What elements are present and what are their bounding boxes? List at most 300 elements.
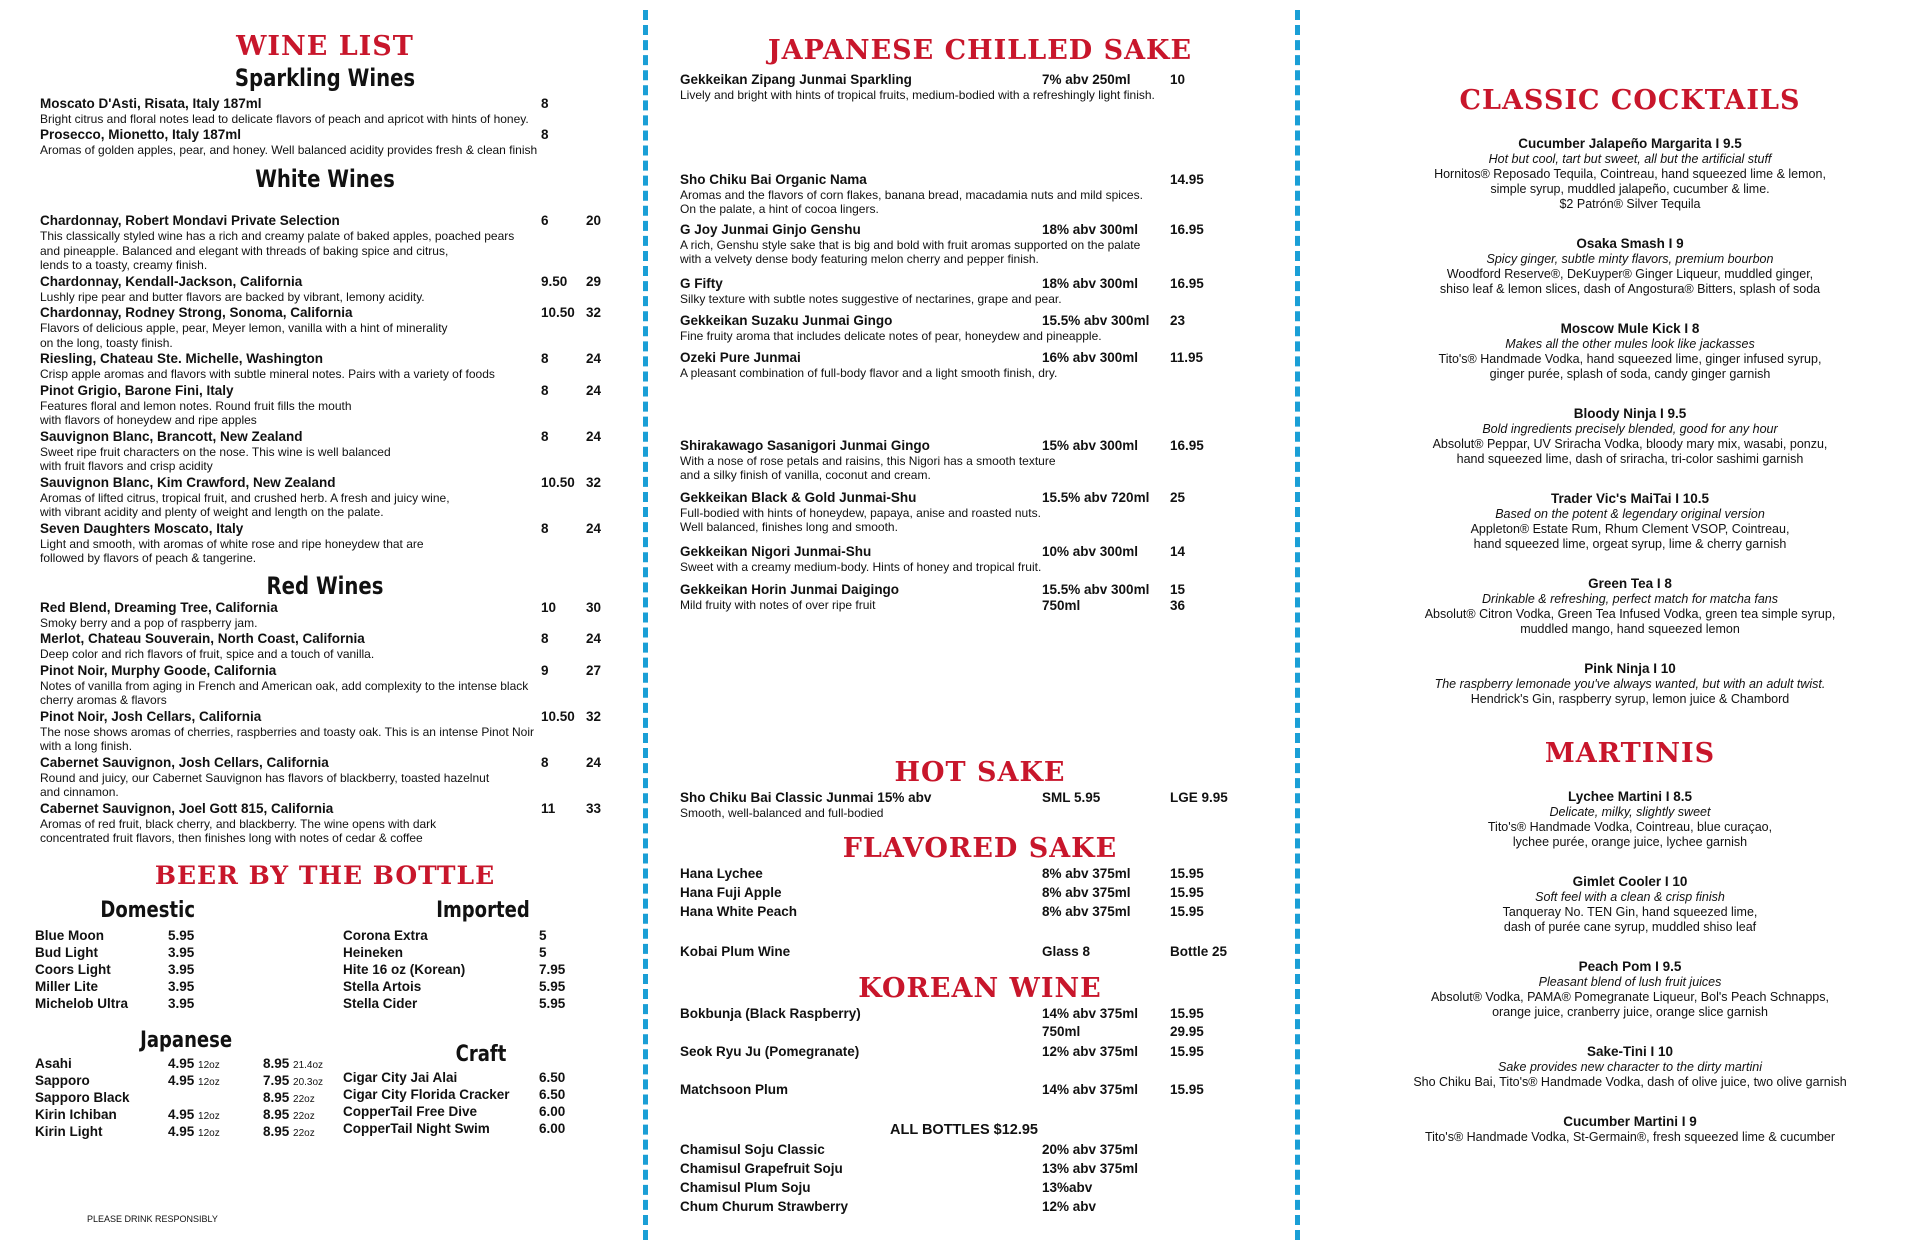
cocktail-ingredients: Tito's® Handmade Vodka, Cointreau, blue curaçao, [1487, 820, 1773, 834]
cocktail-list [1370, 136, 1890, 707]
classic-cocktails-title: CLASSIC COCKTAILS [1459, 85, 1801, 116]
soju-name: Chamisul Soju Classic [680, 1142, 825, 1157]
soju-name: Chamisul Grapefruit Soju [680, 1161, 843, 1176]
beer-name: Stella Cider [343, 995, 418, 1011]
wine-description: Lushly ripe pear and butter flavors are backed by vibrant, lemony acidity. [40, 289, 425, 304]
sake-price: 10 [1170, 72, 1186, 87]
wine-description: with flavors of honeydew and ripe apples [40, 413, 257, 427]
sake-description: with a velvety dense body featuring melon cherry and pepper finish. [680, 252, 1039, 266]
cocktail-ingredients: Tito's® Handmade Vodka, hand squeezed lime, ginger infused syrup, [1438, 352, 1822, 366]
sake-abv: 15.5% abv 720ml [1042, 490, 1150, 505]
korean-wine-title: KOREAN WINE [858, 973, 1102, 1004]
red-wines-heading: Red Wines [266, 571, 384, 600]
imported-beer-list [343, 928, 603, 1013]
wine-name: Pinot Noir, Josh Cellars, California [40, 708, 262, 724]
wine-glass-price: 8 [541, 382, 549, 398]
flavored-sake-name: Hana White Peach [680, 904, 798, 919]
sake-price-large: 36 [1170, 598, 1186, 613]
korean-wine-abv-large: 750ml [1042, 1024, 1081, 1039]
beer-price-small: 4.95 12oz [168, 1106, 220, 1122]
wine-bottle-price: 32 [586, 708, 602, 724]
beer-item [35, 1124, 355, 1141]
wine-description: and cinnamon. [40, 785, 119, 799]
korean-wine-name: Matchsoon Plum [680, 1082, 789, 1097]
korean-wine-price: 15.95 [1170, 1006, 1204, 1021]
soju-list [680, 1142, 1280, 1218]
wine-name: Pinot Grigio, Barone Fini, Italy [40, 382, 234, 398]
sake-abv: 15% abv 300ml [1042, 438, 1139, 453]
cocktail-ingredients: $2 Patrón® Silver Tequila [1559, 197, 1701, 211]
beer-name: Coors Light [35, 961, 111, 977]
japanese-beer-heading: Japanese [140, 1027, 233, 1053]
wine-description: with vibrant acidity and plenty of weight and length on the palate. [40, 505, 384, 519]
wine-item [40, 96, 610, 127]
korean-wine-abv: 14% abv 375ml [1042, 1006, 1139, 1021]
sake-name: Gekkeikan Nigori Junmai-Shu [680, 544, 872, 559]
imported-heading: Imported [436, 897, 530, 923]
wine-description: on the long, toasty finish. [40, 335, 173, 350]
sparkling-wine-list [40, 96, 610, 157]
beer-item [35, 1056, 355, 1073]
cocktail-tagline: Bold ingredients precisely blended, good for any hour [1482, 422, 1778, 436]
beer-size-large: 22oz [293, 1093, 315, 1105]
korean-wine-item [680, 1082, 1280, 1102]
beer-size-large: 22oz [293, 1110, 315, 1122]
sake-description: With a nose of rose petals and raisins, this Nigori has a smooth texture [680, 454, 1056, 468]
domestic-beer-list [35, 928, 295, 1013]
sake-name: Gekkeikan Zipang Junmai Sparkling [680, 72, 912, 87]
beer-size-small: 12oz [198, 1059, 220, 1071]
sake-item [680, 172, 1280, 216]
wine-description: lends to a toasty, creamy finish. [40, 258, 208, 272]
wine-name: Sauvignon Blanc, Brancott, New Zealand [40, 428, 303, 444]
wine-list-title: WINE LIST [236, 31, 414, 62]
beer-item [35, 962, 295, 979]
sake-price: 16.95 [1170, 438, 1204, 453]
beer-price-large: 8.95 22oz [263, 1123, 315, 1139]
beer-name: Blue Moon [35, 927, 104, 943]
sake-abv: 18% abv 300ml [1042, 276, 1139, 291]
wine-description: with fruit flavors and crisp acidity [40, 459, 213, 473]
beer-item [35, 1107, 355, 1124]
beer-price: 5.95 [539, 995, 566, 1011]
beer-name: Sapporo Black [35, 1089, 130, 1105]
cocktail-ingredients: Absolut® Peppar, UV Sriracha Vodka, bloody mary mix, wasabi, ponzu, [1432, 437, 1828, 451]
cocktail-ingredients: Hornitos® Reposado Tequila, Cointreau, hand squeezed lime & lemon, [1434, 167, 1826, 181]
wine-description: Crisp apple aromas and flavors with subtle mineral notes. Pairs with a variety of foods [40, 367, 495, 381]
sake-abv: 10% abv 300ml [1042, 544, 1139, 559]
wine-name: Chardonnay, Kendall-Jackson, California [40, 273, 303, 289]
wine-name: Seven Daughters Moscato, Italy [40, 520, 244, 536]
beer-name: Bud Light [35, 944, 98, 960]
cocktail-ingredients: ginger purée, splash of soda, candy ginger garnish [1489, 367, 1771, 381]
beer-size-small: 12oz [198, 1076, 220, 1088]
cocktail-name: Moscow Mule Kick I 8 [1560, 321, 1700, 336]
beer-name: Heineken [343, 944, 404, 960]
korean-wine-name: Seok Ryu Ju (Pomegranate) [680, 1044, 860, 1059]
wine-description: Smoky berry and a pop of raspberry jam. [40, 615, 258, 630]
wine-item [40, 801, 610, 846]
wine-glass-price: 8 [541, 351, 549, 366]
sake-name: G Fifty [680, 276, 723, 291]
martini-list [1370, 789, 1890, 1145]
cocktail-ingredients: orange juice, cranberry juice, orange slice garnish [1492, 1005, 1768, 1019]
beer-size-large: 21.4oz [293, 1059, 324, 1071]
beer-item [35, 979, 295, 996]
wine-description: cherry aromas & flavors [40, 693, 167, 707]
beer-price-large: 8.95 22oz [263, 1106, 315, 1122]
cocktail-name: Osaka Smash I 9 [1576, 236, 1684, 251]
sake-description: Aromas and the flavors of corn flakes, banana bread, macadamia nuts and mild spices. [680, 188, 1143, 202]
sake-abv: 15.5% abv 300ml [1042, 582, 1150, 597]
wine-glass-price: 10.50 [541, 305, 575, 320]
beer-price: 5.95 [539, 978, 566, 994]
beer-size-small: 12oz [198, 1110, 220, 1122]
beer-item [343, 1104, 603, 1121]
cocktail-name: Green Tea I 8 [1588, 576, 1672, 591]
sake-abv-large: 750ml [1042, 598, 1081, 613]
sake-item [680, 222, 1280, 266]
hot-sake-large-price: LGE 9.95 [1170, 790, 1228, 805]
beer-price-small: 4.95 12oz [168, 1055, 220, 1071]
sake-name: Gekkeikan Suzaku Junmai Gingo [680, 313, 893, 328]
cocktail-name: Lychee Martini I 8.5 [1567, 789, 1693, 804]
beer-price: 3.95 [168, 978, 195, 994]
cocktail-tagline: Based on the potent & legendary original version [1495, 507, 1765, 521]
flavored-sake-item [680, 866, 1280, 885]
beer-item [343, 962, 603, 979]
cocktail-name: Bloody Ninja I 9.5 [1573, 406, 1687, 421]
cocktail-name: Sake-Tini I 10 [1586, 1044, 1674, 1059]
wine-name: Red Blend, Dreaming Tree, California [40, 599, 278, 615]
cocktail-tagline: Makes all the other mules look like jackasses [1505, 337, 1755, 351]
flavored-sake-list [680, 866, 1280, 923]
wine-name: Merlot, Chateau Souverain, North Coast, California [40, 631, 365, 646]
flavored-sake-abv: 8% abv 375ml [1042, 866, 1131, 881]
sake-item [680, 350, 1280, 380]
beer-item [35, 1090, 355, 1107]
sake-description: Fine fruity aroma that includes delicate notes of pear, honeydew and pineapple. [680, 329, 1102, 343]
cocktail-ingredients: shiso leaf & lemon slices, dash of Angostura® Bitters, splash of soda [1439, 282, 1821, 296]
wine-glass-price: 8 [541, 428, 549, 444]
wine-description: This classically styled wine has a rich and creamy palate of baked apples, poached pears [40, 229, 515, 243]
wine-glass-price: 11 [541, 800, 556, 816]
beer-name: CopperTail Night Swim [343, 1120, 490, 1136]
beer-price: 5 [539, 927, 547, 943]
beer-name: Michelob Ultra [35, 995, 129, 1011]
cocktail-ingredients: Woodford Reserve®, DeKuyper® Ginger Liqueur, muddled ginger, [1446, 267, 1814, 281]
beer-name: CopperTail Free Dive [343, 1103, 478, 1119]
plum-wine-item [680, 944, 1280, 960]
sake-abv: 16% abv 300ml [1042, 350, 1139, 365]
cocktail-item [1370, 321, 1890, 382]
sake-price: 15 [1170, 582, 1186, 597]
beer-title: BEER BY THE BOTTLE [154, 860, 496, 890]
wine-item [40, 351, 610, 382]
wine-glass-price: 10 [541, 599, 557, 615]
wine-name: Chardonnay, Rodney Strong, Sonoma, California [40, 305, 353, 320]
wine-name: Sauvignon Blanc, Kim Crawford, New Zealand [40, 474, 336, 490]
wine-bottle-price: 20 [586, 213, 602, 228]
beer-price: 6.50 [539, 1086, 566, 1102]
wine-glass-price: 8 [541, 631, 549, 646]
wine-description: Aromas of red fruit, black cherry, and blackberry. The wine opens with dark [40, 816, 437, 831]
wine-beer-column [35, 0, 610, 1243]
beer-item [343, 996, 603, 1013]
sake-description: Well balanced, finishes long and smooth. [680, 520, 898, 534]
wine-item [40, 631, 610, 662]
beer-price: 6.00 [539, 1120, 566, 1136]
wine-description: Notes of vanilla from aging in French and American oak, add complexity to the intense black [40, 678, 529, 693]
beer-item [343, 1087, 603, 1104]
wine-bottle-price: 30 [586, 599, 602, 615]
beer-item [343, 979, 603, 996]
soju-abv: 12% abv [1042, 1199, 1097, 1214]
flavored-sake-abv: 8% abv 375ml [1042, 904, 1131, 919]
sake-name: Sho Chiku Bai Organic Nama [680, 172, 867, 187]
sake-price: 14.95 [1170, 172, 1204, 187]
beer-price-large: 8.95 21.4oz [263, 1055, 324, 1071]
wine-bottle-price: 24 [586, 351, 602, 366]
sake-description: Sweet with a creamy medium-body. Hints of honey and tropical fruit. [680, 560, 1042, 574]
korean-wine-price: 15.95 [1170, 1044, 1204, 1059]
soju-name: Chum Churum Strawberry [680, 1199, 849, 1214]
hot-sake-name: Sho Chiku Bai Classic Junmai 15% abv [680, 790, 932, 805]
wine-glass-price: 10.50 [541, 474, 575, 490]
korean-wine-name: Bokbunja (Black Raspberry) [680, 1006, 861, 1021]
beer-name: Cigar City Florida Cracker [343, 1086, 510, 1102]
flavored-sake-name: Hana Lychee [680, 866, 763, 881]
beer-name: Sapporo [35, 1072, 90, 1088]
cocktail-item [1370, 1114, 1890, 1145]
cocktail-item [1370, 406, 1890, 467]
cocktail-item [1370, 136, 1890, 212]
plum-wine-glass: Glass 8 [1042, 944, 1091, 959]
beer-price-large: 8.95 22oz [263, 1089, 315, 1105]
cocktail-tagline: Spicy ginger, subtle minty flavors, premium bourbon [1486, 252, 1774, 266]
sake-price: 23 [1170, 313, 1186, 328]
cocktail-ingredients: Absolut® Vodka, PAMA® Pomegranate Liqueur, Bol's Peach Schnapps, [1431, 990, 1829, 1004]
wine-description: Features floral and lemon notes. Round fruit fills the mouth [40, 398, 352, 413]
cocktail-tagline: Pleasant blend of lush fruit juices [1538, 975, 1722, 989]
beer-item [35, 945, 295, 962]
flavored-sake-item [680, 885, 1280, 904]
cocktail-tagline: Hot but cool, tart but sweet, all but the artificial stuff [1488, 152, 1772, 166]
wine-item [40, 127, 610, 158]
wine-description: Light and smooth, with aromas of white rose and ripe honeydew that are [40, 536, 424, 551]
beer-size-large: 22oz [293, 1127, 315, 1139]
wine-name: Cabernet Sauvignon, Josh Cellars, California [40, 754, 329, 770]
drink-responsibly-note: PLEASE DRINK RESPONSIBLY [87, 1214, 218, 1224]
sake-column [680, 0, 1280, 1243]
wine-bottle-price: 24 [586, 520, 602, 536]
korean-wine-abv: 14% abv 375ml [1042, 1082, 1139, 1097]
wine-glass-price: 10.50 [541, 708, 575, 724]
column-divider-right [1295, 10, 1300, 1240]
beer-item [343, 1070, 603, 1087]
beer-price: 7.95 [539, 961, 566, 977]
wine-name: Riesling, Chateau Ste. Michelle, Washington [40, 351, 324, 366]
chilled-sake-title: JAPANESE CHILLED SAKE [767, 35, 1193, 66]
wine-description: concentrated fruit flavors, then finishes long with notes of cedar & coffee [40, 831, 423, 845]
korean-wine-item [680, 1044, 1280, 1082]
wine-glass-price: 8 [541, 96, 549, 111]
wine-item [40, 663, 610, 708]
korean-wine-price-large: 29.95 [1170, 1024, 1204, 1039]
hot-sake-title: HOT SAKE [894, 757, 1066, 788]
hot-sake-description: Smooth, well-balanced and full-bodied [680, 806, 884, 820]
cocktail-name: Cucumber Jalapeño Margarita I 9.5 [1518, 136, 1742, 151]
soju-name: Chamisul Plum Soju [680, 1180, 811, 1195]
wine-glass-price: 8 [541, 520, 549, 536]
wine-description: Bright citrus and floral notes lead to delicate flavors of peach and apricot with hints of honey. [40, 112, 529, 126]
sake-description: On the palate, a hint of cocoa lingers. [680, 202, 879, 216]
wine-description: followed by flavors of peach & tangerine. [40, 551, 257, 565]
sake-name: Shirakawago Sasanigori Junmai Gingo [680, 438, 930, 453]
wine-item [40, 305, 610, 350]
soju-item [680, 1180, 1280, 1199]
beer-price: 3.95 [168, 995, 195, 1011]
cocktail-ingredients: hand squeezed lime, orgeat syrup, lime & cherry garnish [1473, 537, 1787, 551]
beer-item [35, 1073, 355, 1090]
sake-abv: 7% abv 250ml [1042, 72, 1131, 87]
korean-wine-price: 15.95 [1170, 1082, 1204, 1097]
cocktail-name: Pink Ninja I 10 [1584, 661, 1676, 676]
japanese-beer-list [35, 1056, 355, 1141]
sake-item [680, 438, 1280, 482]
wine-item [40, 383, 610, 428]
cocktail-item [1370, 959, 1890, 1020]
beer-item [343, 1121, 603, 1138]
hot-sake-item [680, 790, 1280, 820]
beer-name: Corona Extra [343, 927, 428, 943]
wine-description: Deep color and rich flavors of fruit, spice and a touch of vanilla. [40, 647, 375, 661]
sake-description: Silky texture with subtle notes suggestive of nectarines, grape and pear. [680, 292, 1062, 306]
beer-price: 5.95 [168, 927, 195, 943]
sake-description: A pleasant combination of full-body flavor and a light smooth finish, dry. [680, 366, 1058, 380]
cocktail-name: Cucumber Martini I 9 [1563, 1114, 1697, 1129]
cocktail-column [1370, 0, 1890, 1243]
sake-item [680, 276, 1280, 306]
wine-bottle-price: 27 [586, 662, 602, 678]
wine-item [40, 521, 610, 566]
martinis-title: MARTINIS [1544, 738, 1716, 769]
wine-name: Pinot Noir, Murphy Goode, California [40, 662, 277, 678]
flavored-sake-price: 15.95 [1170, 904, 1204, 919]
cocktail-tagline: Delicate, milky, slightly sweet [1549, 805, 1711, 819]
beer-price: 6.00 [539, 1103, 566, 1119]
white-wines-heading: White Wines [255, 165, 395, 193]
wine-item [40, 709, 610, 754]
wine-item [40, 755, 610, 800]
wine-name: Moscato D'Asti, Risata, Italy 187ml [40, 96, 262, 111]
wine-bottle-price: 24 [586, 428, 602, 444]
wine-description: Aromas of lifted citrus, tropical fruit, and crushed herb. A fresh and juicy wine, [40, 490, 450, 505]
cocktail-ingredients: Sho Chiku Bai, Tito's® Handmade Vodka, dash of olive juice, two olive garnish [1413, 1075, 1847, 1089]
sake-description: and a silky finish of vanilla, coconut and cream. [680, 468, 931, 482]
wine-bottle-price: 32 [586, 474, 602, 490]
cocktail-ingredients: lychee purée, orange juice, lychee garnish [1512, 835, 1748, 849]
sake-item [680, 582, 1280, 612]
sake-abv: 15.5% abv 300ml [1042, 313, 1150, 328]
cocktail-tagline: Soft feel with a clean & crisp finish [1535, 890, 1725, 904]
cocktail-ingredients: dash of purée cane syrup, muddled shiso leaf [1503, 920, 1757, 934]
cocktail-item [1370, 661, 1890, 707]
cocktail-name: Trader Vic's MaiTai I 10.5 [1550, 491, 1710, 506]
beer-price-small: 4.95 12oz [168, 1072, 220, 1088]
wine-item [40, 429, 610, 474]
cocktail-item [1370, 491, 1890, 552]
cocktail-name: Peach Pom I 9.5 [1578, 959, 1682, 974]
cocktail-ingredients: simple syrup, muddled jalapeño, cucumber & lime. [1490, 182, 1770, 196]
sake-description: A rich, Genshu style sake that is big and bold with fruit aromas supported on the palate [680, 238, 1141, 252]
beer-price-small: 4.95 12oz [168, 1123, 220, 1139]
soju-item [680, 1142, 1280, 1161]
soju-item [680, 1161, 1280, 1180]
sake-price: 16.95 [1170, 276, 1204, 291]
cocktail-item [1370, 789, 1890, 850]
wine-bottle-price: 33 [586, 800, 602, 816]
beer-price: 3.95 [168, 944, 195, 960]
sake-price: 11.95 [1170, 350, 1204, 365]
sake-abv: 18% abv 300ml [1042, 222, 1139, 237]
beer-name: Asahi [35, 1055, 72, 1071]
wine-description: Sweet ripe fruit characters on the nose. This wine is well balanced [40, 444, 391, 459]
wine-bottle-price: 24 [586, 631, 602, 646]
flavored-sake-name: Hana Fuji Apple [680, 885, 782, 900]
sake-description: Mild fruity with notes of over ripe fruit [680, 598, 876, 612]
chilled-sake-list [680, 72, 1280, 612]
cocktail-item [1370, 874, 1890, 935]
wine-item [40, 213, 610, 273]
wine-name: Chardonnay, Robert Mondavi Private Selection [40, 213, 340, 228]
white-wine-list [40, 213, 610, 566]
beer-item [35, 996, 295, 1013]
wine-glass-price: 8 [541, 126, 549, 142]
flavored-sake-abv: 8% abv 375ml [1042, 885, 1131, 900]
beer-item [343, 945, 603, 962]
cocktail-ingredients: hand squeezed lime, dash of sriracha, tri-color sashimi garnish [1456, 452, 1804, 466]
sparkling-wines-heading: Sparkling Wines [234, 64, 416, 92]
sake-item [680, 544, 1280, 574]
beer-price: 3.95 [168, 961, 195, 977]
wine-name: Cabernet Sauvignon, Joel Gott 815, California [40, 800, 334, 816]
flavored-sake-price: 15.95 [1170, 866, 1204, 881]
cocktail-item [1370, 576, 1890, 637]
wine-description: Aromas of golden apples, pear, and honey. Well balanced acidity provides fresh & clean finish [40, 142, 538, 157]
wine-bottle-price: 24 [586, 382, 602, 398]
wine-glass-price: 9.50 [541, 273, 568, 289]
cocktail-item [1370, 236, 1890, 297]
cocktail-ingredients: muddled mango, hand squeezed lemon [1520, 622, 1740, 636]
sake-item [680, 72, 1280, 102]
cocktail-tagline: Drinkable & refreshing, perfect match for matcha fans [1482, 592, 1778, 606]
wine-description: and pineapple. Balanced and elegant with threads of baking spice and citrus, [40, 243, 449, 258]
sake-name: Gekkeikan Horin Junmai Daigingo [680, 582, 900, 597]
sake-price: 25 [1170, 490, 1186, 505]
beer-name: Cigar City Jai Alai [343, 1069, 458, 1085]
wine-bottle-price: 29 [586, 273, 602, 289]
cocktail-tagline: The raspberry lemonade you've always wanted, but with an adult twist. [1434, 677, 1826, 691]
wine-glass-price: 6 [541, 213, 549, 228]
sake-item [680, 490, 1280, 534]
beer-size-large: 20.3oz [293, 1076, 324, 1088]
wine-glass-price: 9 [541, 662, 549, 678]
sake-price: 16.95 [1170, 222, 1204, 237]
sake-description: Full-bodied with hints of honeydew, papaya, anise and roasted nuts. [680, 506, 1041, 520]
craft-beer-heading: Craft [455, 1041, 507, 1067]
column-divider-left [643, 10, 648, 1240]
